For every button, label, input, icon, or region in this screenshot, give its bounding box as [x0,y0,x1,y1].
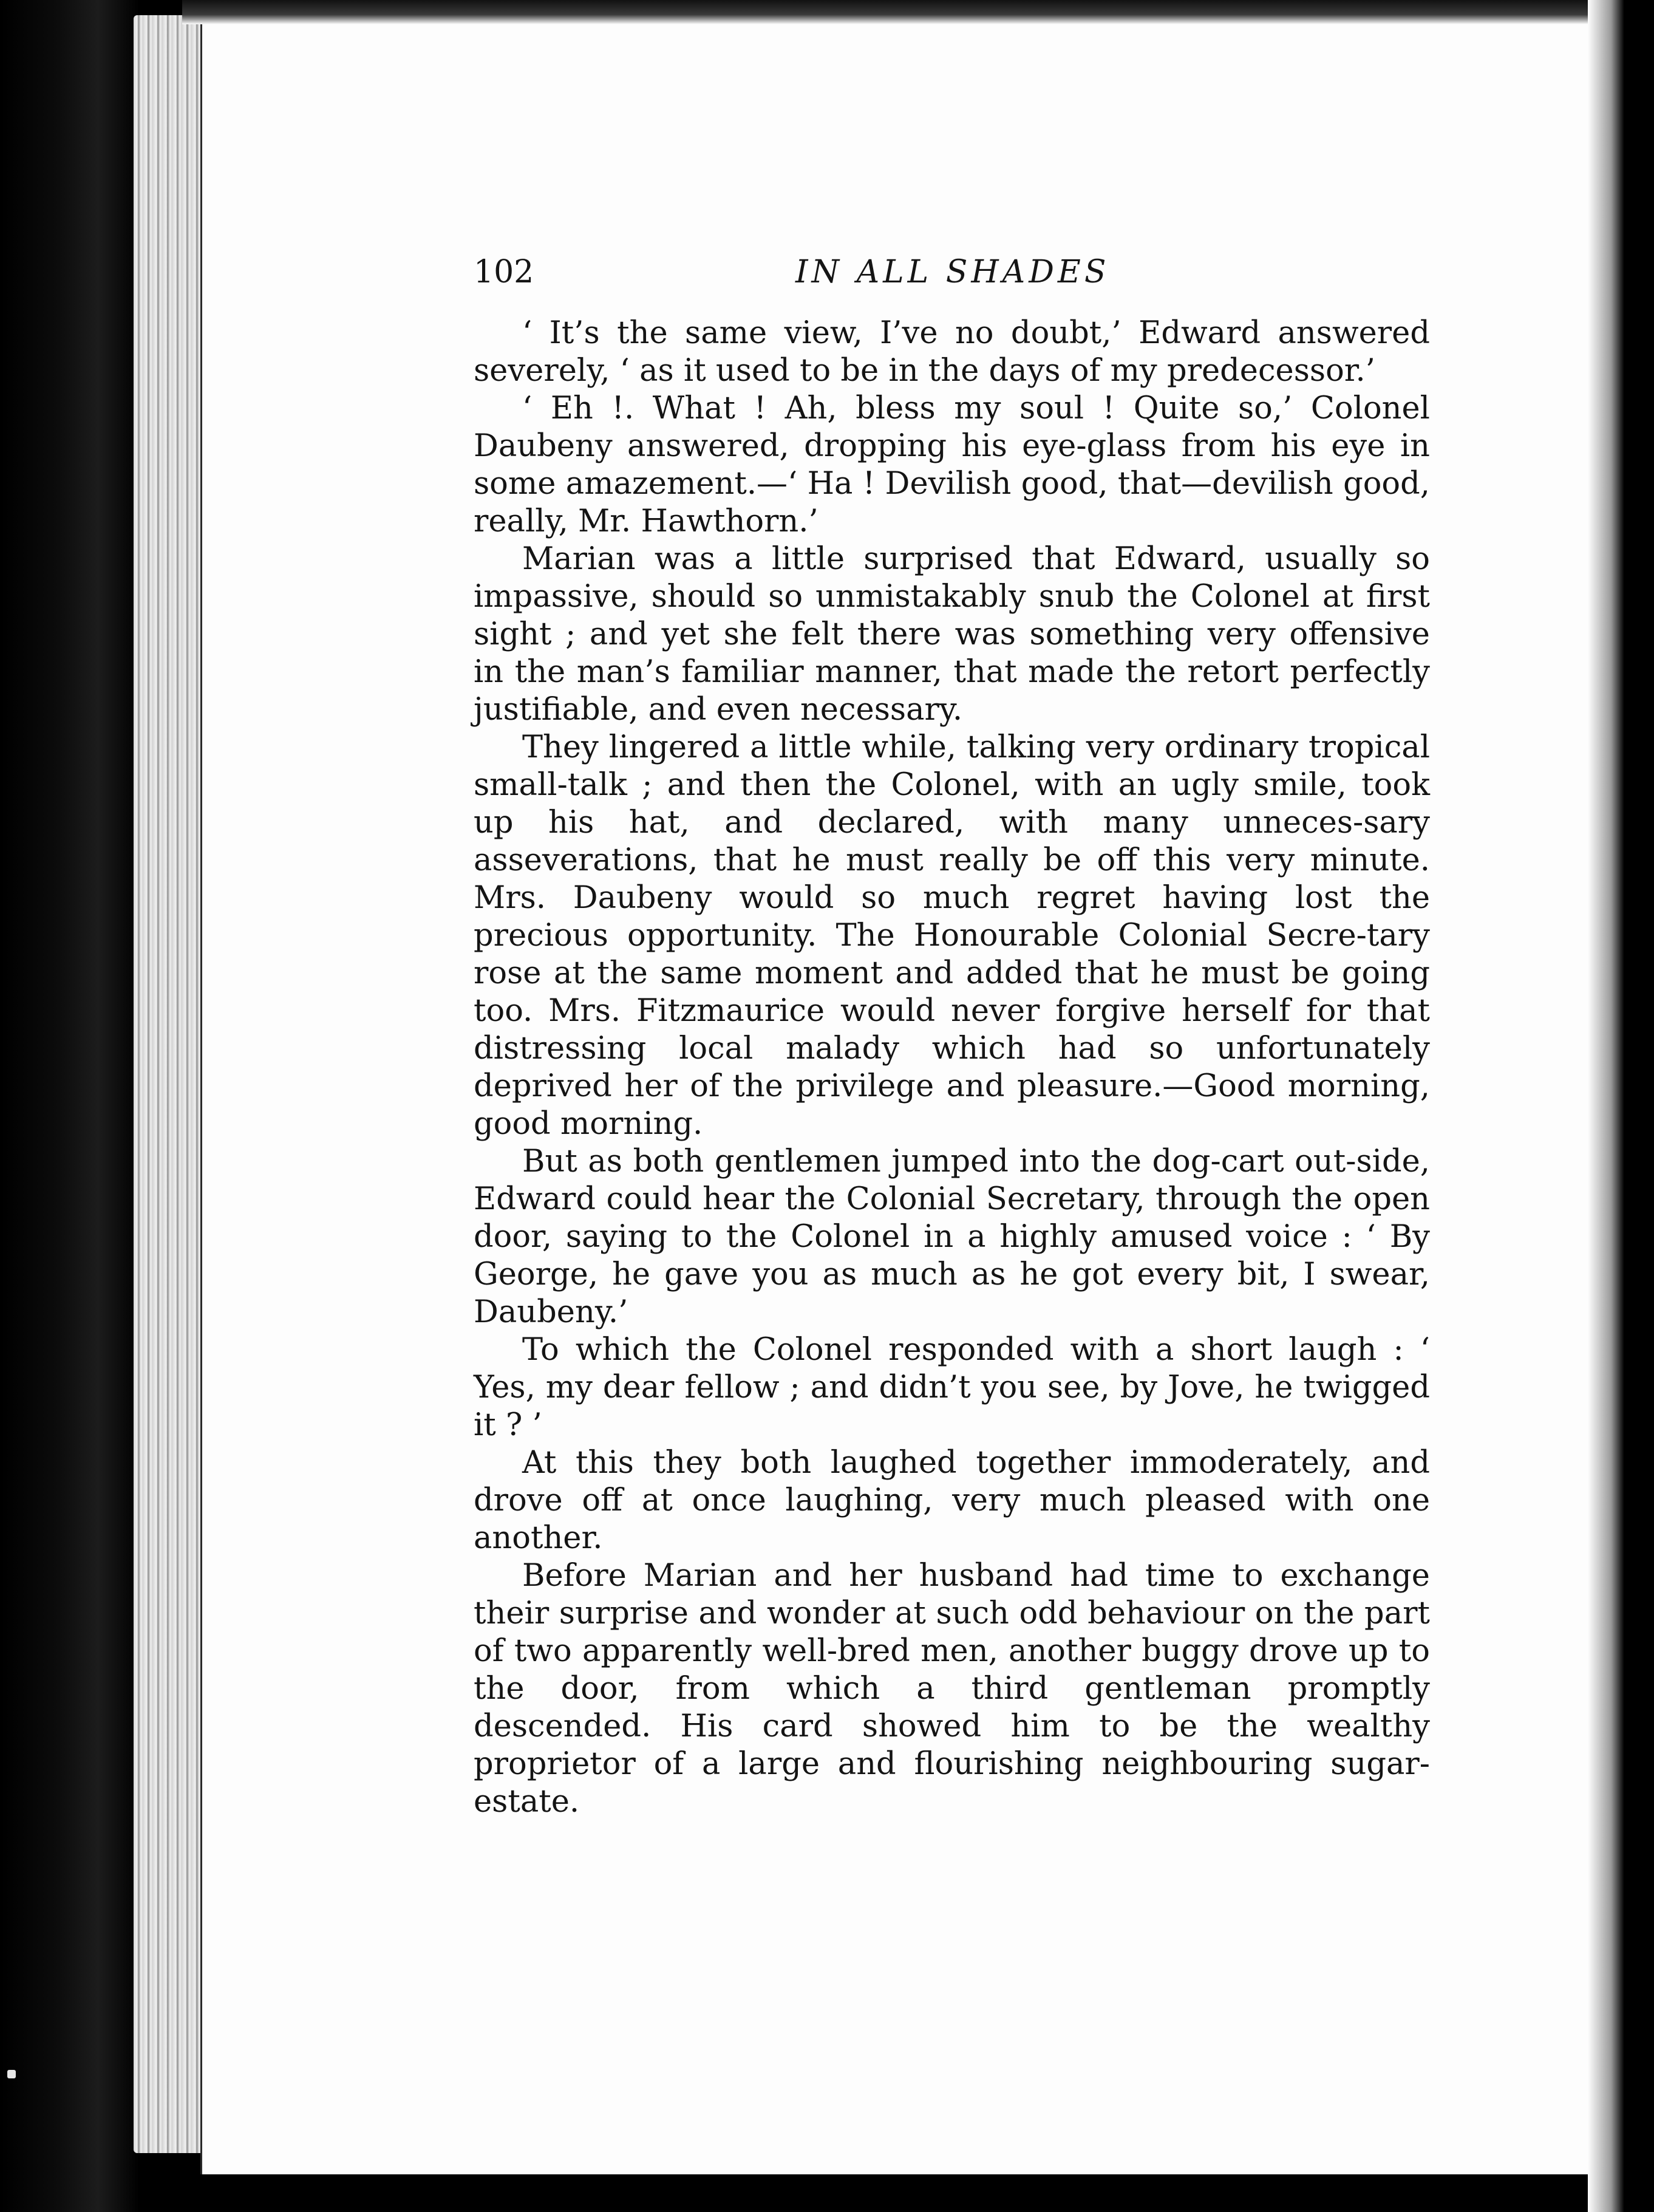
next-page-edge [1588,0,1654,2212]
paragraph: Before Marian and her husband had time to exchange their surprise and wonder at such odd behaviour on the part of two apparently well-bred men, another buggy drove up to the door, from which a third gentleman promptly descended. His card showed him to be the wealthy proprietor of a large and flourishing neighbouring sugar-estate. [474,1558,1430,1820]
paragraph: At this they both laughed together immoderately, and drove off at once laughing, very much pleased with one another. [474,1445,1430,1556]
paragraph: They lingered a little while, talking very ordinary tropical small-talk ; and then the Colonel, with an ugly smile, took up his hat, and declared, with many unneces-sary asseverations, that he must really be off this very minute. Mrs. Daubeny would so much regret having lost the precious opportunity. The Honourable Colonial Secre-tary rose at the same moment and added that he must be going too. Mrs. Fitzmaurice would never forgive herself for that distressing local malady which had so unfortunately deprived her of the privilege and pleasure.—Good morning, good morning. [474,729,1430,1142]
paragraph: Marian was a little surprised that Edward, usually so impassive, should so unmistakably snub the Colonel at first sight ; and yet she felt there was something very offensive in the man’s familiar manner, that made the retort perfectly justifiable, and even necessary. [474,541,1430,728]
book-binding [0,0,140,2212]
paragraph: ‘ It’s the same view, I’ve no doubt,’ Edward answered severely, ‘ as it used to be in the days of my predecessor.’ [474,315,1430,389]
body-text [474,315,1430,1821]
scan-artifact [7,2070,16,2078]
paragraph: But as both gentlemen jumped into the dog-cart out-side, Edward could hear the Colonial Secretary, through the open door, saying to the Colonel in a highly amused voice : ‘ By George, he gave you as much as he got every bit, I swear, Daubeny.’ [474,1144,1430,1330]
page-number: 102 [474,254,534,290]
paragraph: To which the Colonel responded with a short laugh : ‘ Yes, my dear fellow ; and didn’t you see, by Jove, he twigged it ? ’ [474,1332,1430,1443]
paragraph: ‘ Eh !. What ! Ah, bless my soul ! Quite so,’ Colonel Daubeny answered, dropping his eye-glass from his eye in some amazement.—‘ Ha ! Devilish good, that—devilish good, really, Mr. Hawthorn.’ [474,391,1430,539]
page-top-shadow [182,0,1654,24]
page-header [474,254,1457,302]
running-head: IN ALL SHADES [795,254,1110,290]
